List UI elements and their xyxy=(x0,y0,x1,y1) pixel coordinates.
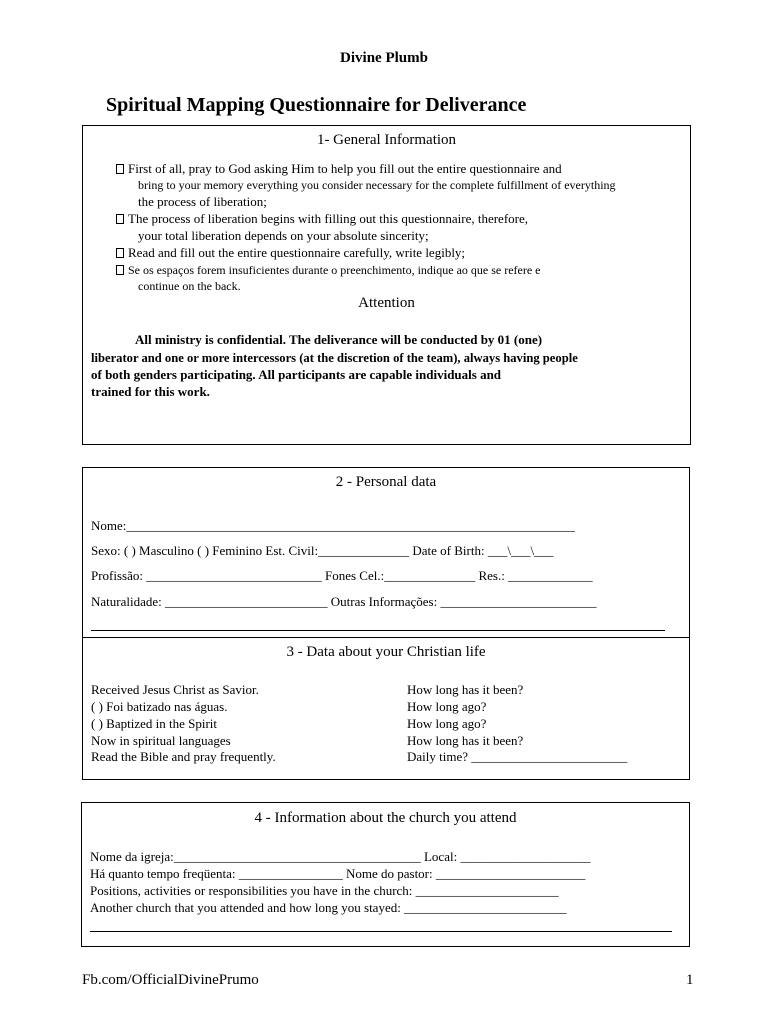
gender-marital-birth-field[interactable]: Sexo: ( ) Masculino ( ) Feminino Est. Civil:______________ Date of Birth: ___\___\___ xyxy=(91,543,554,558)
christian-life-left-5: Read the Bible and pray frequently. xyxy=(91,749,276,764)
christian-life-right-4: How long has it been? xyxy=(407,733,524,748)
christian-life-left-4: Now in spiritual languages xyxy=(91,733,231,748)
page-number: 1 xyxy=(686,972,694,988)
attention-line-4: trained for this work. xyxy=(91,384,210,399)
extra-line[interactable] xyxy=(90,931,672,932)
checkbox-bullet-icon xyxy=(116,248,124,258)
document-title: Spiritual Mapping Questionnaire for Deliverance xyxy=(106,94,527,116)
profession-phones-field[interactable]: Profissão: ___________________________ Fones Cel.:______________ Res.: _____________ xyxy=(91,568,593,583)
christian-life-right-1: How long has it been? xyxy=(407,682,524,697)
bullet-2-line-2: your total liberation depends on your absolute sincerity; xyxy=(138,228,429,243)
section-personal-data xyxy=(82,467,690,638)
attention-title: Attention xyxy=(358,295,415,311)
extra-line[interactable] xyxy=(91,630,665,631)
birthplace-other-info-field[interactable]: Naturalidade: _________________________ Outras Informações: ________________________ xyxy=(91,594,597,609)
church-positions-field[interactable]: Positions, activities or responsibilities you have in the church: ______________________ xyxy=(90,883,559,898)
section-title: 4 - Information about the church you attend xyxy=(254,810,517,826)
christian-life-left-3: ( ) Baptized in the Spirit xyxy=(91,716,218,731)
attention-line-1: All ministry is confidential. The deliverance will be conducted by 01 (one) xyxy=(135,332,543,347)
section-title: 3 - Data about your Christian life xyxy=(286,644,486,660)
section-title: 2 - Personal data xyxy=(335,474,437,490)
bullet-4-line-2: continue on the back. xyxy=(138,279,241,293)
bullet-1-line-1: First of all, pray to God asking Him to help you fill out the entire questionnaire and xyxy=(116,161,562,177)
christian-life-left-1: Received Jesus Christ as Savior. xyxy=(91,682,259,697)
checkbox-bullet-icon xyxy=(116,164,124,174)
previous-church-field[interactable]: Another church that you attended and how long you stayed: _________________________ xyxy=(90,900,567,915)
section-church-info xyxy=(81,802,690,947)
bullet-2-line-1: The process of liberation begins with filling out this questionnaire, therefore, xyxy=(116,211,528,227)
section-general-information xyxy=(82,125,691,445)
checkbox-bullet-icon xyxy=(116,265,124,275)
attention-line-3: of both genders participating. All participants are capable individuals and xyxy=(91,367,502,382)
checkbox-bullet-icon xyxy=(116,214,124,224)
bullet-1-line-2: bring to your memory everything you consider necessary for the complete fulfillment of everything xyxy=(138,178,616,192)
header-title: Divine Plumb xyxy=(340,50,428,66)
christian-life-right-2: How long ago? xyxy=(407,699,487,714)
attention-line-2: liberator and one or more intercessors (at the discretion of the team), always having people xyxy=(91,351,578,365)
attendance-pastor-field[interactable]: Há quanto tempo freqüenta: ________________ Nome do pastor: _______________________ xyxy=(90,866,586,881)
bullet-1-line-3: the process of liberation; xyxy=(138,194,267,209)
section-title: 1- General Information xyxy=(316,132,457,148)
christian-life-left-2: ( ) Foi batizado nas águas. xyxy=(91,699,228,714)
bullet-3-line-1: Read and fill out the entire questionnaire carefully, write legibly; xyxy=(116,245,465,261)
christian-life-right-5[interactable]: Daily time? ________________________ xyxy=(407,749,628,764)
bullet-4-line-1: Se os espaços forem insuficientes durante o preenchimento, indique ao que se refere e xyxy=(116,262,541,278)
footer-link[interactable]: Fb.com/OfficialDivinePrumo xyxy=(82,972,259,988)
name-field[interactable]: Nome:_____________________________________________________________________ xyxy=(91,518,575,533)
section-christian-life xyxy=(82,637,690,780)
christian-life-right-3: How long ago? xyxy=(407,716,487,731)
church-name-location-field[interactable]: Nome da igreja:______________________________________ Local: ____________________ xyxy=(90,849,591,864)
